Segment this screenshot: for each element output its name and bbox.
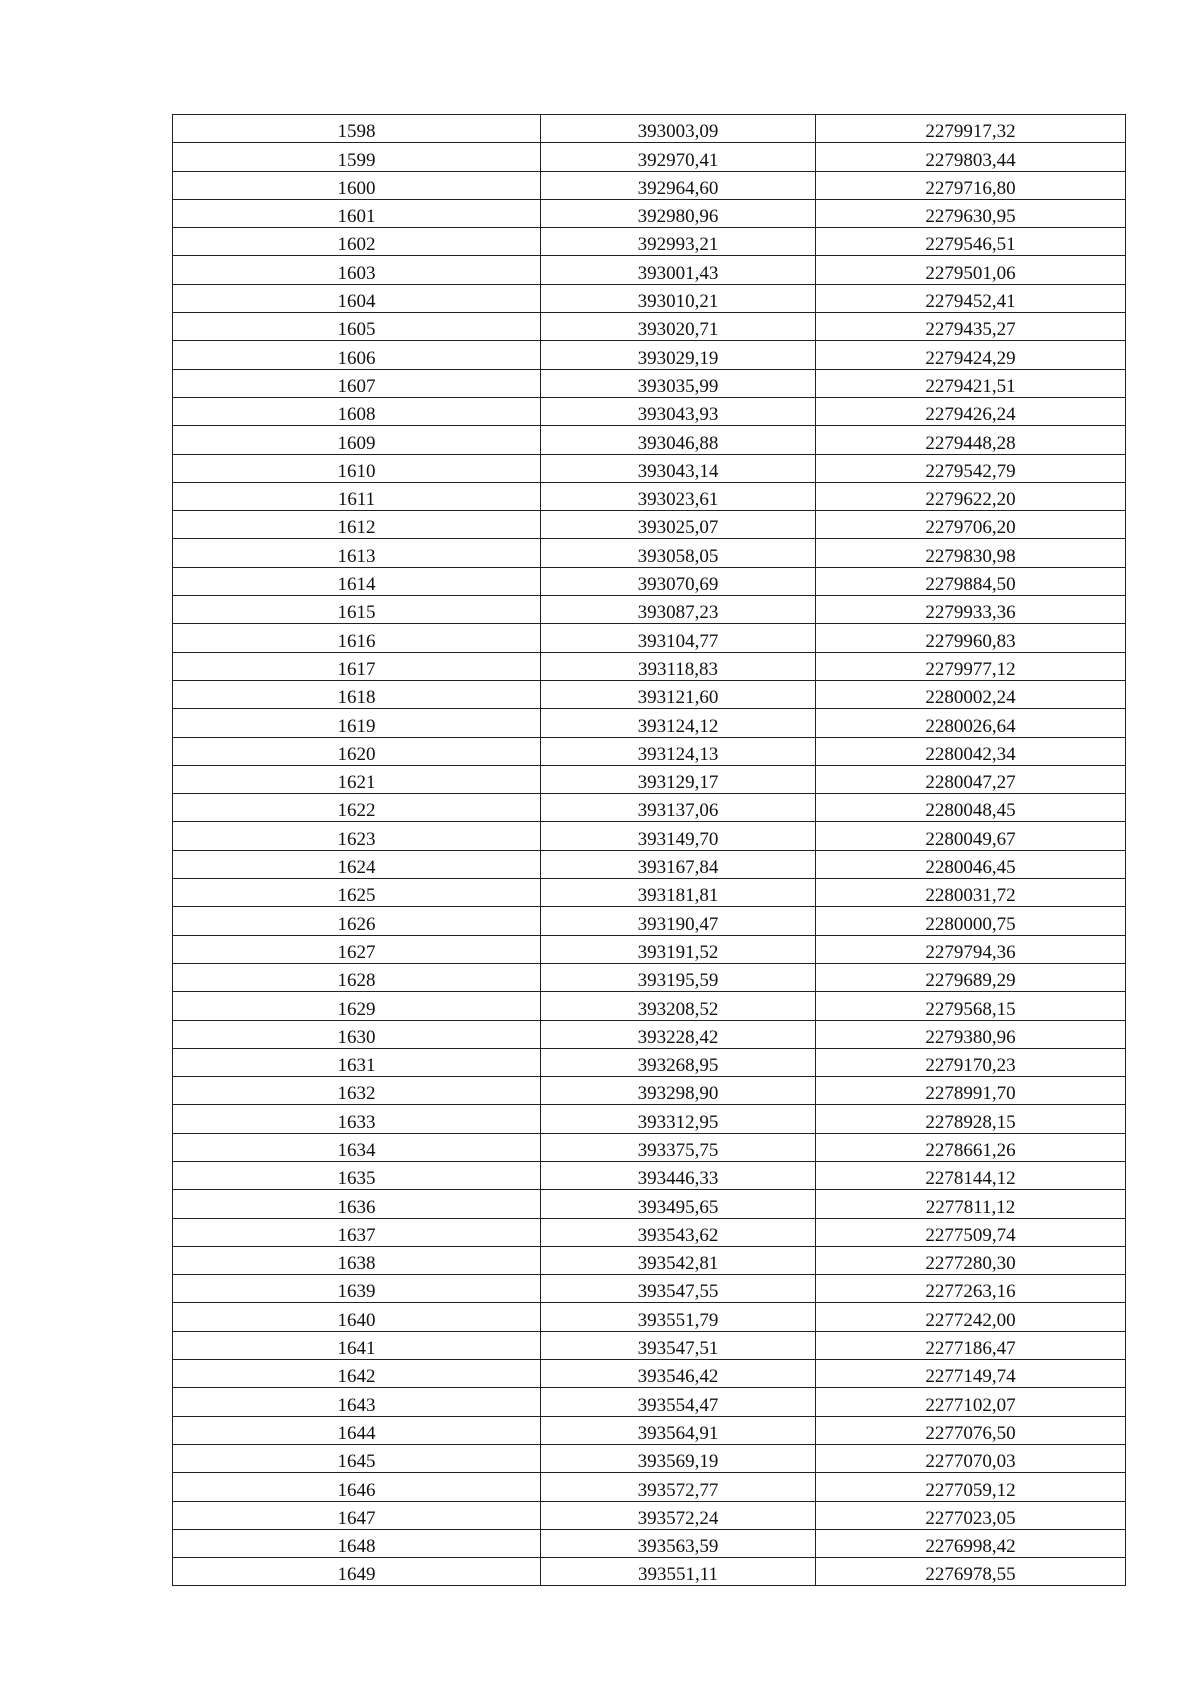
y-coordinate-cell: 2278928,15	[816, 1105, 1126, 1133]
x-coordinate-cell: 393375,75	[541, 1133, 816, 1161]
point-number-cell: 1616	[173, 624, 541, 652]
point-number-cell: 1649	[173, 1558, 541, 1586]
point-number-cell: 1622	[173, 794, 541, 822]
x-coordinate-cell: 393551,79	[541, 1303, 816, 1331]
y-coordinate-cell: 2278991,70	[816, 1077, 1126, 1105]
x-coordinate-cell: 392980,96	[541, 199, 816, 227]
point-number-cell: 1613	[173, 539, 541, 567]
y-coordinate-cell: 2279501,06	[816, 256, 1126, 284]
table-row	[173, 1218, 1126, 1246]
x-coordinate-cell: 393495,65	[541, 1190, 816, 1218]
y-coordinate-cell: 2277186,47	[816, 1331, 1126, 1359]
point-number-cell: 1632	[173, 1077, 541, 1105]
x-coordinate-cell: 393124,13	[541, 737, 816, 765]
table-row	[173, 935, 1126, 963]
x-coordinate-cell: 393554,47	[541, 1388, 816, 1416]
y-coordinate-cell: 2279933,36	[816, 596, 1126, 624]
x-coordinate-cell: 393058,05	[541, 539, 816, 567]
y-coordinate-cell: 2279170,23	[816, 1048, 1126, 1076]
x-coordinate-cell: 393195,59	[541, 963, 816, 991]
y-coordinate-cell: 2279421,51	[816, 369, 1126, 397]
x-coordinate-cell: 393191,52	[541, 935, 816, 963]
table-row	[173, 397, 1126, 425]
point-number-cell: 1629	[173, 992, 541, 1020]
y-coordinate-cell: 2279630,95	[816, 199, 1126, 227]
y-coordinate-cell: 2277263,16	[816, 1275, 1126, 1303]
coordinates-table	[172, 114, 1126, 1586]
y-coordinate-cell: 2277023,05	[816, 1501, 1126, 1529]
table-row	[173, 1331, 1126, 1359]
y-coordinate-cell: 2279884,50	[816, 567, 1126, 595]
table-row	[173, 1388, 1126, 1416]
point-number-cell: 1619	[173, 709, 541, 737]
table-row	[173, 596, 1126, 624]
y-coordinate-cell: 2279622,20	[816, 482, 1126, 510]
table-row	[173, 1444, 1126, 1472]
y-coordinate-cell: 2279435,27	[816, 313, 1126, 341]
x-coordinate-cell: 393228,42	[541, 1020, 816, 1048]
table-row	[173, 1133, 1126, 1161]
point-number-cell: 1621	[173, 765, 541, 793]
x-coordinate-cell: 393029,19	[541, 341, 816, 369]
table-row	[173, 482, 1126, 510]
table-row	[173, 1161, 1126, 1189]
table-row	[173, 369, 1126, 397]
y-coordinate-cell: 2279452,41	[816, 284, 1126, 312]
table-row	[173, 313, 1126, 341]
table-row	[173, 1190, 1126, 1218]
table-row	[173, 1416, 1126, 1444]
x-coordinate-cell: 393446,33	[541, 1161, 816, 1189]
x-coordinate-cell: 393543,62	[541, 1218, 816, 1246]
table-row	[173, 850, 1126, 878]
table-row	[173, 171, 1126, 199]
x-coordinate-cell: 393129,17	[541, 765, 816, 793]
point-number-cell: 1598	[173, 115, 541, 143]
point-number-cell: 1618	[173, 680, 541, 708]
x-coordinate-cell: 393572,24	[541, 1501, 816, 1529]
y-coordinate-cell: 2277280,30	[816, 1246, 1126, 1274]
point-number-cell: 1633	[173, 1105, 541, 1133]
y-coordinate-cell: 2279960,83	[816, 624, 1126, 652]
y-coordinate-cell: 2279794,36	[816, 935, 1126, 963]
point-number-cell: 1627	[173, 935, 541, 963]
point-number-cell: 1630	[173, 1020, 541, 1048]
point-number-cell: 1640	[173, 1303, 541, 1331]
x-coordinate-cell: 393298,90	[541, 1077, 816, 1105]
table-row	[173, 765, 1126, 793]
x-coordinate-cell: 393149,70	[541, 822, 816, 850]
y-coordinate-cell: 2277059,12	[816, 1473, 1126, 1501]
y-coordinate-cell: 2276978,55	[816, 1558, 1126, 1586]
point-number-cell: 1643	[173, 1388, 541, 1416]
y-coordinate-cell: 2279426,24	[816, 397, 1126, 425]
point-number-cell: 1600	[173, 171, 541, 199]
x-coordinate-cell: 393118,83	[541, 652, 816, 680]
x-coordinate-cell: 392993,21	[541, 228, 816, 256]
point-number-cell: 1624	[173, 850, 541, 878]
table-row	[173, 539, 1126, 567]
point-number-cell: 1641	[173, 1331, 541, 1359]
x-coordinate-cell: 393551,11	[541, 1558, 816, 1586]
y-coordinate-cell: 2278144,12	[816, 1161, 1126, 1189]
table-row	[173, 879, 1126, 907]
x-coordinate-cell: 393542,81	[541, 1246, 816, 1274]
table-row	[173, 737, 1126, 765]
table-row	[173, 907, 1126, 935]
point-number-cell: 1617	[173, 652, 541, 680]
x-coordinate-cell: 393547,55	[541, 1275, 816, 1303]
y-coordinate-cell: 2280026,64	[816, 709, 1126, 737]
x-coordinate-cell: 393268,95	[541, 1048, 816, 1076]
table-row	[173, 794, 1126, 822]
point-number-cell: 1625	[173, 879, 541, 907]
y-coordinate-cell: 2279546,51	[816, 228, 1126, 256]
table-row	[173, 199, 1126, 227]
point-number-cell: 1623	[173, 822, 541, 850]
point-number-cell: 1611	[173, 482, 541, 510]
point-number-cell: 1599	[173, 143, 541, 171]
table-row	[173, 1020, 1126, 1048]
point-number-cell: 1605	[173, 313, 541, 341]
x-coordinate-cell: 393035,99	[541, 369, 816, 397]
point-number-cell: 1642	[173, 1360, 541, 1388]
point-number-cell: 1638	[173, 1246, 541, 1274]
x-coordinate-cell: 393001,43	[541, 256, 816, 284]
table-row	[173, 256, 1126, 284]
y-coordinate-cell: 2280046,45	[816, 850, 1126, 878]
table-row	[173, 1246, 1126, 1274]
table-row	[173, 284, 1126, 312]
x-coordinate-cell: 393023,61	[541, 482, 816, 510]
x-coordinate-cell: 393569,19	[541, 1444, 816, 1472]
point-number-cell: 1635	[173, 1161, 541, 1189]
table-row	[173, 454, 1126, 482]
point-number-cell: 1636	[173, 1190, 541, 1218]
y-coordinate-cell: 2279448,28	[816, 426, 1126, 454]
y-coordinate-cell: 2279917,32	[816, 115, 1126, 143]
table-row	[173, 1077, 1126, 1105]
x-coordinate-cell: 393020,71	[541, 313, 816, 341]
point-number-cell: 1602	[173, 228, 541, 256]
y-coordinate-cell: 2280002,24	[816, 680, 1126, 708]
y-coordinate-cell: 2279542,79	[816, 454, 1126, 482]
table-row	[173, 624, 1126, 652]
point-number-cell: 1607	[173, 369, 541, 397]
point-number-cell: 1603	[173, 256, 541, 284]
y-coordinate-cell: 2279568,15	[816, 992, 1126, 1020]
table-row	[173, 680, 1126, 708]
point-number-cell: 1614	[173, 567, 541, 595]
point-number-cell: 1634	[173, 1133, 541, 1161]
point-number-cell: 1615	[173, 596, 541, 624]
y-coordinate-cell: 2277509,74	[816, 1218, 1126, 1246]
point-number-cell: 1648	[173, 1529, 541, 1557]
x-coordinate-cell: 393003,09	[541, 115, 816, 143]
y-coordinate-cell: 2279716,80	[816, 171, 1126, 199]
y-coordinate-cell: 2276998,42	[816, 1529, 1126, 1557]
table-row	[173, 1501, 1126, 1529]
table-row	[173, 963, 1126, 991]
x-coordinate-cell: 393546,42	[541, 1360, 816, 1388]
table-row	[173, 652, 1126, 680]
x-coordinate-cell: 393547,51	[541, 1331, 816, 1359]
y-coordinate-cell: 2280031,72	[816, 879, 1126, 907]
coordinates-table-body	[173, 115, 1126, 1586]
y-coordinate-cell: 2280000,75	[816, 907, 1126, 935]
point-number-cell: 1601	[173, 199, 541, 227]
point-number-cell: 1645	[173, 1444, 541, 1472]
y-coordinate-cell: 2279424,29	[816, 341, 1126, 369]
y-coordinate-cell: 2280042,34	[816, 737, 1126, 765]
y-coordinate-cell: 2278661,26	[816, 1133, 1126, 1161]
y-coordinate-cell: 2280047,27	[816, 765, 1126, 793]
point-number-cell: 1639	[173, 1275, 541, 1303]
x-coordinate-cell: 393046,88	[541, 426, 816, 454]
y-coordinate-cell: 2277242,00	[816, 1303, 1126, 1331]
y-coordinate-cell: 2279977,12	[816, 652, 1126, 680]
table-row	[173, 1558, 1126, 1586]
point-number-cell: 1609	[173, 426, 541, 454]
table-row	[173, 511, 1126, 539]
x-coordinate-cell: 393124,12	[541, 709, 816, 737]
x-coordinate-cell: 393104,77	[541, 624, 816, 652]
table-row	[173, 567, 1126, 595]
point-number-cell: 1604	[173, 284, 541, 312]
table-row	[173, 143, 1126, 171]
point-number-cell: 1626	[173, 907, 541, 935]
point-number-cell: 1646	[173, 1473, 541, 1501]
x-coordinate-cell: 393181,81	[541, 879, 816, 907]
point-number-cell: 1637	[173, 1218, 541, 1246]
x-coordinate-cell: 393563,59	[541, 1529, 816, 1557]
x-coordinate-cell: 393564,91	[541, 1416, 816, 1444]
table-row	[173, 709, 1126, 737]
point-number-cell: 1647	[173, 1501, 541, 1529]
table-row	[173, 1360, 1126, 1388]
x-coordinate-cell: 393190,47	[541, 907, 816, 935]
point-number-cell: 1620	[173, 737, 541, 765]
table-row	[173, 1473, 1126, 1501]
y-coordinate-cell: 2277811,12	[816, 1190, 1126, 1218]
x-coordinate-cell: 393043,14	[541, 454, 816, 482]
y-coordinate-cell: 2277102,07	[816, 1388, 1126, 1416]
x-coordinate-cell: 393572,77	[541, 1473, 816, 1501]
table-row	[173, 228, 1126, 256]
point-number-cell: 1612	[173, 511, 541, 539]
y-coordinate-cell: 2279380,96	[816, 1020, 1126, 1048]
x-coordinate-cell: 392970,41	[541, 143, 816, 171]
x-coordinate-cell: 393121,60	[541, 680, 816, 708]
x-coordinate-cell: 393167,84	[541, 850, 816, 878]
table-row	[173, 1048, 1126, 1076]
table-row	[173, 1275, 1126, 1303]
table-row	[173, 1529, 1126, 1557]
point-number-cell: 1606	[173, 341, 541, 369]
point-number-cell: 1610	[173, 454, 541, 482]
table-row	[173, 822, 1126, 850]
table-row	[173, 1303, 1126, 1331]
x-coordinate-cell: 393010,21	[541, 284, 816, 312]
y-coordinate-cell: 2279706,20	[816, 511, 1126, 539]
point-number-cell: 1631	[173, 1048, 541, 1076]
table-row	[173, 426, 1126, 454]
y-coordinate-cell: 2277149,74	[816, 1360, 1126, 1388]
x-coordinate-cell: 393070,69	[541, 567, 816, 595]
x-coordinate-cell: 393087,23	[541, 596, 816, 624]
y-coordinate-cell: 2277070,03	[816, 1444, 1126, 1472]
point-number-cell: 1608	[173, 397, 541, 425]
y-coordinate-cell: 2279830,98	[816, 539, 1126, 567]
y-coordinate-cell: 2280049,67	[816, 822, 1126, 850]
x-coordinate-cell: 393137,06	[541, 794, 816, 822]
table-row	[173, 992, 1126, 1020]
y-coordinate-cell: 2279803,44	[816, 143, 1126, 171]
x-coordinate-cell: 392964,60	[541, 171, 816, 199]
table-row	[173, 115, 1126, 143]
x-coordinate-cell: 393208,52	[541, 992, 816, 1020]
point-number-cell: 1628	[173, 963, 541, 991]
table-row	[173, 341, 1126, 369]
x-coordinate-cell: 393025,07	[541, 511, 816, 539]
table-row	[173, 1105, 1126, 1133]
y-coordinate-cell: 2277076,50	[816, 1416, 1126, 1444]
point-number-cell: 1644	[173, 1416, 541, 1444]
x-coordinate-cell: 393312,95	[541, 1105, 816, 1133]
x-coordinate-cell: 393043,93	[541, 397, 816, 425]
y-coordinate-cell: 2279689,29	[816, 963, 1126, 991]
y-coordinate-cell: 2280048,45	[816, 794, 1126, 822]
